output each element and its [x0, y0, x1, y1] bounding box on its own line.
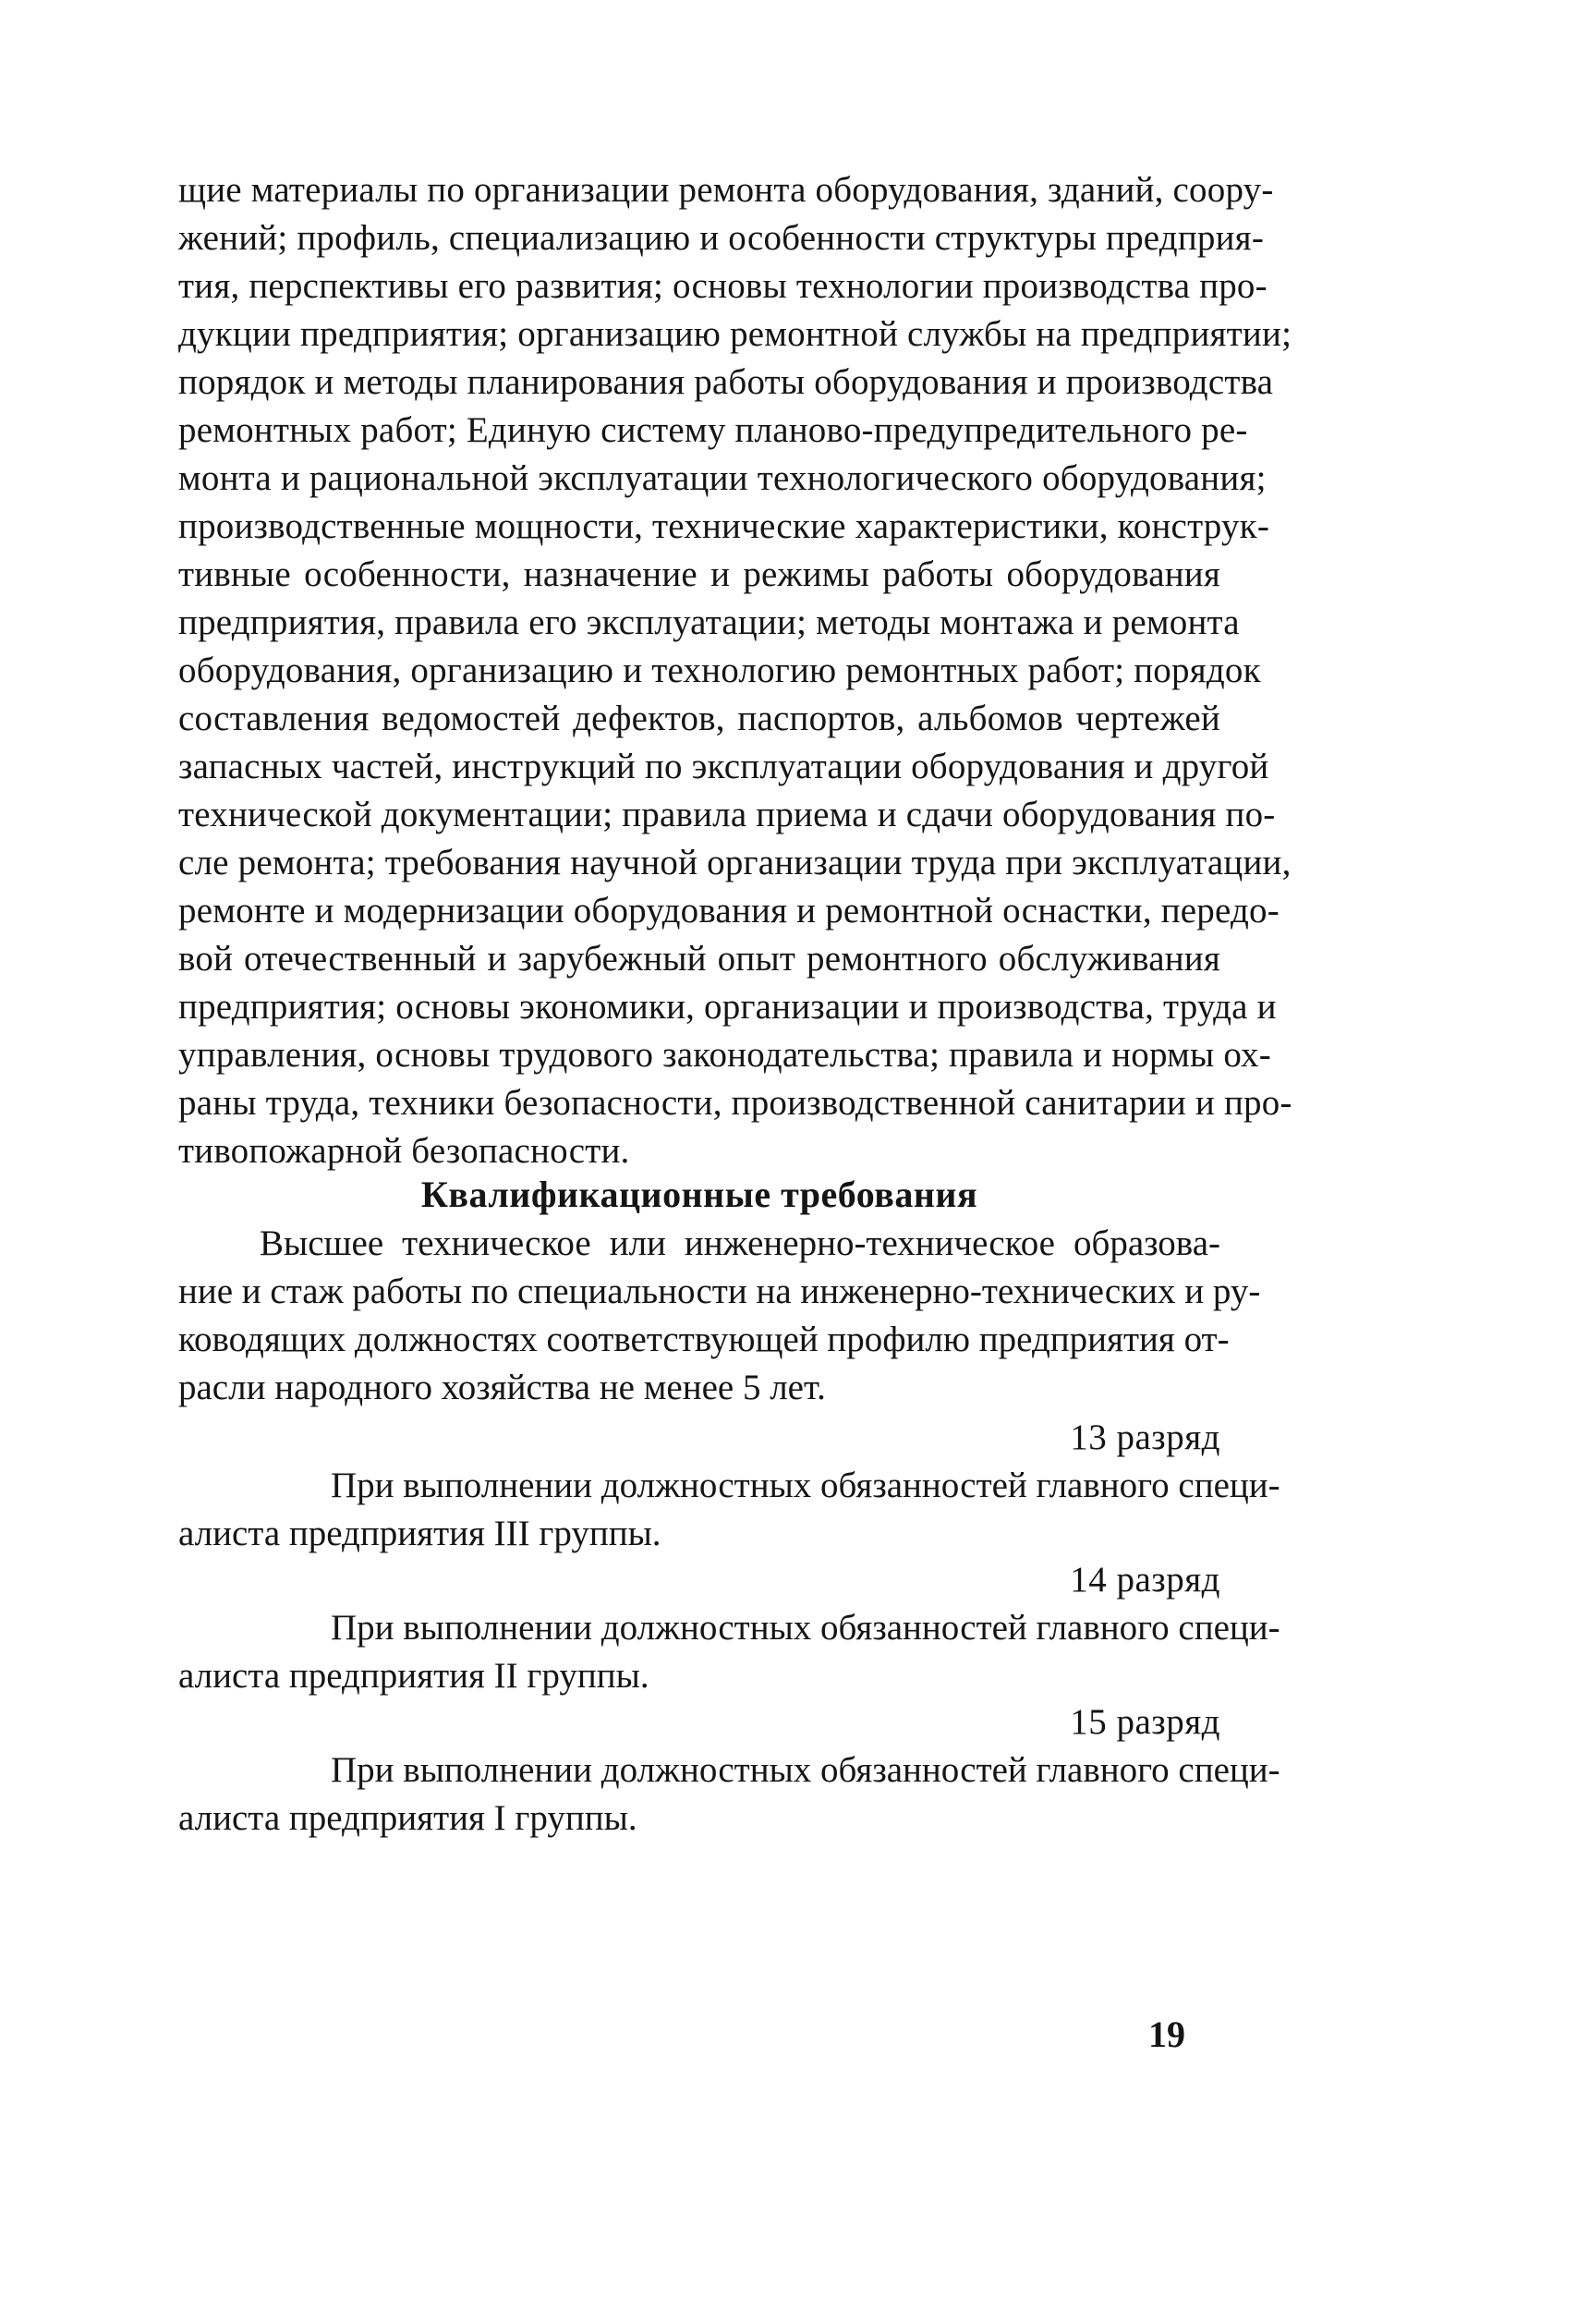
- grade-label: 14 разряд: [1070, 1560, 1220, 1600]
- text-line: технической документации; правила приема и сдачи оборудования по-: [178, 795, 1276, 834]
- qualification-paragraph: [178, 1220, 1261, 1412]
- grade-label: 15 разряд: [1070, 1702, 1220, 1742]
- body-paragraph: [178, 166, 1292, 1175]
- text-line: предприятия, правила его эксплуатации; методы монтажа и ремонта: [178, 602, 1240, 642]
- text-line: расли народного хозяйства не менее 5 лет.: [178, 1368, 826, 1407]
- text-line: алиста предприятия I группы.: [178, 1798, 637, 1838]
- text-line: вой отечественный и зарубежный опыт ремонтного обслуживания: [178, 939, 1220, 979]
- text-line: предприятия; основы экономики, организации и производства, труда и: [178, 987, 1277, 1027]
- text-line: порядок и методы планирования работы оборудования и производства: [178, 362, 1274, 402]
- text-line: ководящих должностях соответствующей профилю предприятия от-: [178, 1320, 1230, 1359]
- text-line: управления, основы трудового законодательства; правила и нормы ох-: [178, 1035, 1271, 1075]
- text-line: При выполнении должностных обязанностей главного специ-: [331, 1750, 1280, 1790]
- grade-label: 13 разряд: [1070, 1418, 1220, 1457]
- grade-paragraph: [178, 1604, 1280, 1700]
- grade-paragraph: [178, 1746, 1280, 1843]
- text-line: При выполнении должностных обязанностей главного специ-: [331, 1608, 1280, 1648]
- text-line: оборудования, организацию и технологию ремонтных работ; порядок: [178, 651, 1261, 690]
- text-line: ремонтных работ; Единую систему планово-предупредительного ре-: [178, 410, 1248, 450]
- text-line: тивопожарной безопасности.: [178, 1131, 630, 1171]
- text-line: Высшее техническое или инженерно-техническое образова-: [260, 1223, 1220, 1263]
- text-line: сле ремонта; требования научной организации труда при эксплуатации,: [178, 843, 1292, 882]
- page-number: 19: [1148, 2014, 1185, 2055]
- section-heading: Квалификационные требования: [420, 1174, 978, 1215]
- text-line: дукции предприятия; организацию ремонтной службы на предприятии;: [178, 314, 1292, 354]
- text-line: При выполнении должностных обязанностей главного специ-: [331, 1466, 1280, 1505]
- text-line: составления ведомостей дефектов, паспортов, альбомов чертежей: [178, 699, 1220, 738]
- text-line: ремонте и модернизации оборудования и ремонтной оснастки, передо-: [178, 891, 1280, 931]
- text-line: щие материалы по организации ремонта оборудования, зданий, соору-: [178, 170, 1274, 210]
- text-line: алиста предприятия III группы.: [178, 1514, 661, 1553]
- text-line: тивные особенности, назначение и режимы работы оборудования: [178, 554, 1220, 594]
- text-line: запасных частей, инструкций по эксплуатации оборудования и другой: [178, 747, 1269, 786]
- text-line: производственные мощности, технические характеристики, конструк-: [178, 506, 1270, 546]
- text-line: алиста предприятия II группы.: [178, 1656, 649, 1696]
- text-line: тия, перспективы его развития; основы технологии производства про-: [178, 266, 1268, 306]
- text-line: монта и рациональной эксплуатации технологического оборудования;: [178, 458, 1267, 498]
- text-line: раны труда, техники безопасности, производственной санитарии и про-: [178, 1083, 1292, 1123]
- text-line: жений; профиль, специализацию и особенности структуры предприя-: [178, 218, 1265, 258]
- grade-paragraph: [178, 1462, 1280, 1558]
- text-line: ние и стаж работы по специальности на инженерно-технических и ру-: [178, 1272, 1261, 1311]
